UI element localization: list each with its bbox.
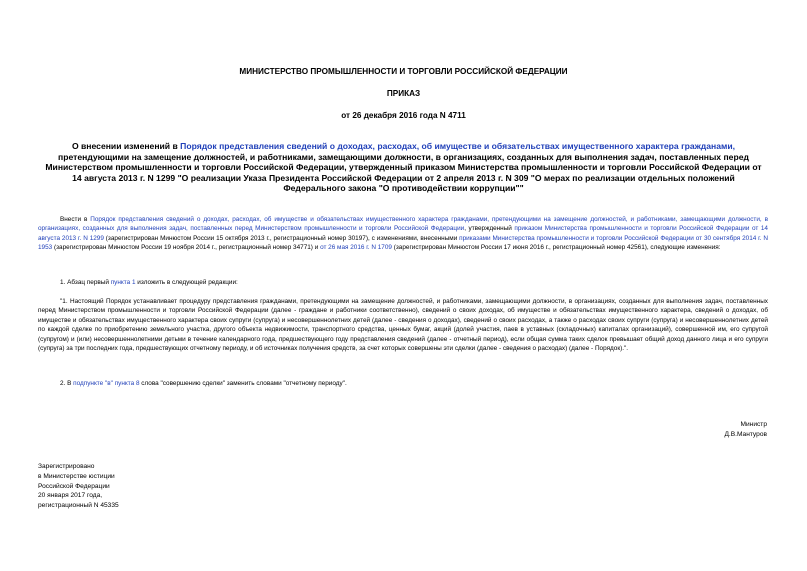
doc-date-number: от 26 декабря 2016 года N 4711 — [341, 111, 466, 120]
registration-block — [38, 462, 238, 511]
doc-type-heading: ПРИКАЗ — [386, 89, 421, 98]
para4-text-a: 2. В — [60, 380, 74, 387]
para3-text: "1. Настоящий Порядок устанавливает процедуру представления гражданами, претендующими на замещение должностей, и работниками, замещающими должности, в организациях, созданных для выполнения задач, поставленных перед Министерством промышленности и торговли Российской Федерации (далее - граждане и работники соответственно), сведений о своих доходах, об имуществе и обязательствах имущественного характера, сведений о доходах, об имуществе и обязательствах имущественного характера своих супруги (супруга) и несовершеннолетних детей (далее - сведения о доходах), сведений о своих расходах, а также о расходах своих супруги (супруга) и несовершеннолетних детей по каждой сделке по приобретению земельного участка, другого объекта недвижимости, транспортного средства, ценных бумаг, акций (долей участия, паев в уставных (складочных) капиталах организаций), совершенной им, его супругой (супругом) и (или) несовершеннолетними детьми в течение календарного года, предшествующего году представления сведений (далее - отчетный период), если общая сумма таких сделок превышает общий доход данного лица и его супруги (супруга) за три последних года, предшествующих отчетному периоду, и об источниках получения средств, за счет которых совершены эти сделки (далее - сведения о расходах) (далее - Порядок).". — [38, 298, 768, 353]
para1-text-a: Внести в — [60, 216, 91, 223]
registration-line-1: Зарегистрировано — [38, 463, 95, 470]
title-part-3: претендующими на замещение должностей, и работниками, замещающими должности, в организациях, созданных для выполнения задач, поставленных перед Министерством промышленности и торговли Российской Федерации — [45, 151, 749, 173]
link-order-1299[interactable]: приказом Министерства промышленности и торговли Российской Федерации от 14 августа 2013 г. N 1299 — [38, 225, 768, 242]
paragraph-quoted-text — [38, 297, 768, 353]
para1-text-c: , утвержденный — [464, 225, 515, 233]
link-order-1953[interactable]: приказами Министерства промышленности и торговли Российской Федерации от 30 сентября 2014 г. N 1953 — [38, 234, 769, 252]
title-prefix: О внесении изменений в — [71, 141, 181, 151]
paragraph-item-1 — [38, 278, 768, 287]
link-procedure[interactable]: Порядок представления сведений о доходах, расходах, об имуществе и обязательствах имущественного характера гражданами, претендующими на замещение должностей, и работниками, замещающими должности, в организациях, созданных для выполнения задач, поставленных перед Министерством промышленности и торговли Российской Федерации — [38, 216, 769, 233]
registration-line-5: регистрационный N 45335 — [38, 502, 119, 510]
registration-line-4: 20 января 2017 года, — [38, 492, 103, 500]
link-subpoint-v-point-8[interactable]: подпункте "в" пункта 8 — [73, 380, 140, 387]
para4-text-c: слова "совершению сделки" заменить словами "отчетному периоду". — [139, 380, 347, 387]
title-part-4: , утвержденный приказом Министерства промышленности и торговли Российской Федерации от 14 августа 2013 г. N 1299 "О реализации Указа Президента Российской Федерации от 2 апреля 2013 г. N 309 "О мерах по реализации отдельных положений Федерального закона "О противодействии коррупции"" — [72, 162, 762, 194]
ministry-heading: МИНИСТЕРСТВО ПРОМЫШЛЕННОСТИ И ТОРГОВЛИ РОССИЙСКОЙ ФЕДЕРАЦИИ — [239, 67, 568, 76]
title-link-procedure[interactable]: Порядок представления сведений о доходах, расходах, об имуществе и обязательствах имущественного характера гражданами, — [180, 141, 736, 151]
signature-position: Министр — [740, 421, 767, 428]
document-title — [40, 141, 767, 194]
paragraph-item-2 — [38, 379, 768, 388]
para2-text-a: 1. Абзац первый — [60, 279, 111, 286]
para1-text-i: (зарегистрирован Минюстом России 17 июня 2016 г., регистрационный номер 42561), следующие изменения: — [391, 244, 721, 252]
para2-text-c: изложить в следующей редакции: — [135, 279, 238, 286]
para1-text-g: (зарегистрирован Минюстом России 19 ноября 2014 г., регистрационный номер 34771) и — [52, 244, 321, 252]
signature-block — [647, 420, 767, 440]
signature-name: Д.В.Мантуров — [724, 430, 767, 438]
link-order-1709[interactable]: от 26 мая 2016 г. N 1709 — [320, 244, 392, 252]
registration-line-2: в Министерстве юстиции — [38, 472, 115, 480]
paragraph-intro — [38, 215, 768, 253]
registration-line-3: Российской Федерации — [38, 482, 110, 490]
link-point-1[interactable]: пункта 1 — [110, 279, 136, 286]
para1-text-e: (зарегистрирован Минюстом России 15 октября 2013 г., регистрационный номер 30197), с изменениями, внесенными — [103, 234, 460, 242]
